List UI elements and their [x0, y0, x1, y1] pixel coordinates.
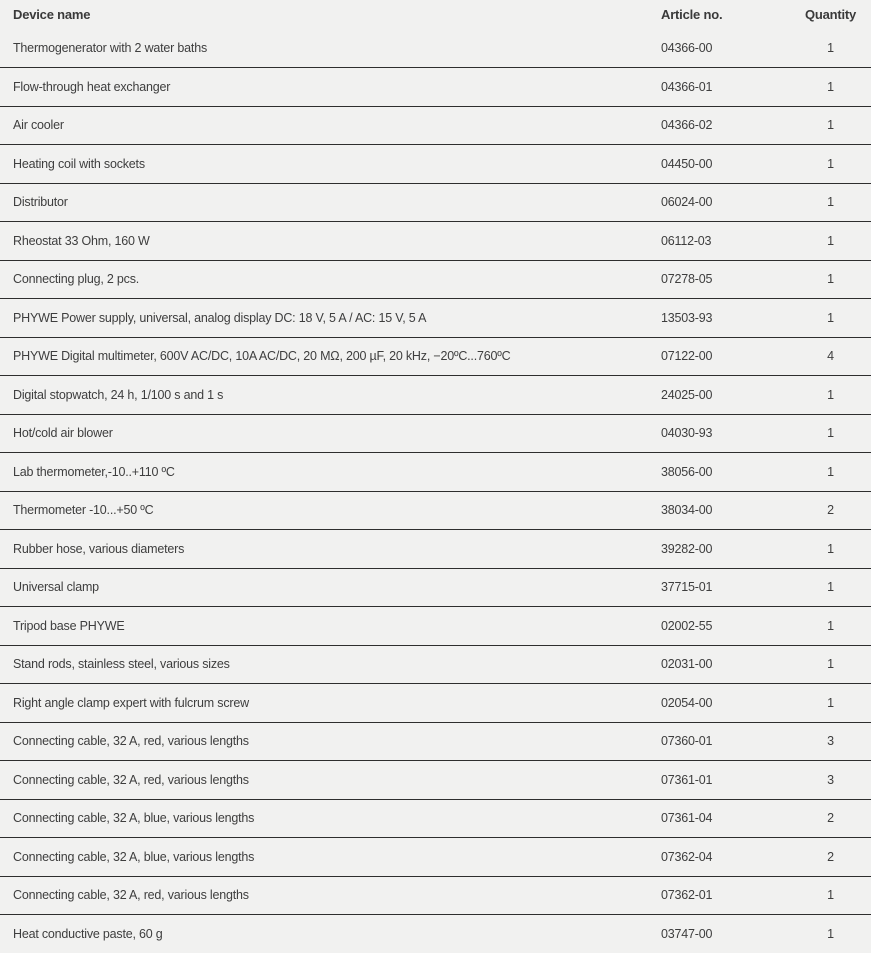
table-row	[0, 299, 871, 338]
table-row	[0, 607, 871, 646]
quantity-cell: 1	[827, 387, 834, 402]
device-name-cell: Universal clamp	[13, 580, 99, 595]
table-row	[0, 530, 871, 569]
device-name-cell: Stand rods, stainless steel, various sizes	[13, 657, 230, 672]
quantity-cell: 1	[827, 272, 834, 287]
table-row	[0, 645, 871, 684]
article-no-cell: 39282-00	[661, 541, 713, 556]
quantity-cell: 1	[827, 580, 834, 595]
quantity-cell: 2	[827, 811, 834, 826]
table-row	[0, 106, 871, 145]
quantity-cell: 1	[827, 118, 834, 133]
device-name-cell: Lab thermometer,-10..+110 ºC	[13, 464, 175, 479]
device-name-cell: Rheostat 33 Ohm, 160 W	[13, 233, 150, 248]
table-row	[0, 222, 871, 261]
quantity-cell: 1	[827, 927, 834, 941]
device-name-cell: Right angle clamp expert with fulcrum screw	[13, 695, 249, 710]
article-no-cell: 04450-00	[661, 156, 713, 171]
article-no-cell: 07362-01	[661, 888, 713, 903]
device-name-cell: PHYWE Digital multimeter, 600V AC/DC, 10A AC/DC, 20 MΩ, 200 µF, 20 kHz, −20ºC...760ºC	[13, 349, 511, 364]
article-no-cell: 07362-04	[661, 849, 713, 864]
table-row	[0, 68, 871, 107]
quantity-cell: 1	[827, 79, 834, 94]
quantity-cell: 1	[827, 888, 834, 903]
table-row	[0, 568, 871, 607]
article-no-cell: 03747-00	[661, 927, 713, 941]
table-header-row	[0, 0, 871, 29]
device-name-cell: Connecting plug, 2 pcs.	[13, 272, 140, 287]
article-no-cell: 04366-00	[661, 41, 713, 55]
article-no-cell: 07361-01	[661, 772, 713, 787]
article-no-cell: 37715-01	[661, 580, 713, 595]
article-no-cell: 06112-03	[661, 233, 712, 248]
device-name-cell: Digital stopwatch, 24 h, 1/100 s and 1 s	[13, 387, 224, 402]
table-row	[0, 183, 871, 222]
article-no-cell: 07122-00	[661, 349, 713, 364]
device-name-cell: Connecting cable, 32 A, red, various lengths	[13, 734, 249, 749]
table-row	[0, 915, 871, 953]
quantity-cell: 1	[827, 156, 834, 171]
device-name-cell: Thermogenerator with 2 water baths	[13, 41, 207, 55]
column-header-device-name: Device name	[13, 7, 91, 22]
quantity-cell: 2	[827, 503, 834, 518]
device-name-cell: Connecting cable, 32 A, red, various lengths	[13, 772, 249, 787]
article-no-cell: 02031-00	[661, 657, 713, 672]
table-row	[0, 453, 871, 492]
quantity-cell: 1	[827, 310, 834, 325]
table-row	[0, 761, 871, 800]
device-name-cell: Tripod base PHYWE	[13, 618, 125, 633]
table-row	[0, 145, 871, 184]
article-no-cell: 02054-00	[661, 695, 713, 710]
table-row	[0, 876, 871, 915]
article-no-cell: 04030-93	[661, 426, 713, 441]
device-name-cell: Distributor	[13, 195, 68, 210]
quantity-cell: 1	[827, 618, 834, 633]
device-name-cell: Rubber hose, various diameters	[13, 541, 185, 556]
article-no-cell: 07360-01	[661, 734, 713, 749]
column-header-quantity: Quantity	[804, 7, 857, 22]
quantity-cell: 2	[827, 849, 834, 864]
article-no-cell: 24025-00	[661, 387, 713, 402]
article-no-cell: 04366-02	[661, 118, 713, 133]
device-name-cell: Hot/cold air blower	[13, 426, 113, 441]
device-name-cell: Connecting cable, 32 A, blue, various lengths	[13, 849, 255, 864]
quantity-cell: 1	[827, 657, 834, 672]
article-no-cell: 13503-93	[661, 310, 713, 325]
device-name-cell: Thermometer -10...+50 ºC	[13, 503, 154, 518]
article-no-cell: 38034-00	[661, 503, 713, 518]
device-name-cell: Connecting cable, 32 A, red, various lengths	[13, 888, 249, 903]
equipment-table-body	[0, 29, 871, 953]
article-no-cell: 38056-00	[661, 464, 713, 479]
quantity-cell: 1	[827, 541, 834, 556]
table-row	[0, 838, 871, 877]
article-no-cell: 02002-55	[661, 618, 713, 633]
quantity-cell: 1	[827, 426, 834, 441]
device-name-cell: Heating coil with sockets	[13, 156, 145, 171]
article-no-cell: 06024-00	[661, 195, 713, 210]
device-name-cell: Air cooler	[13, 118, 64, 133]
quantity-cell: 1	[827, 195, 834, 210]
quantity-cell: 4	[827, 349, 834, 364]
device-name-cell: PHYWE Power supply, universal, analog display DC: 18 V, 5 A / AC: 15 V, 5 A	[13, 310, 427, 325]
quantity-cell: 3	[827, 734, 834, 749]
quantity-cell: 1	[827, 233, 834, 248]
table-row	[0, 414, 871, 453]
article-no-cell: 07278-05	[661, 272, 713, 287]
table-row	[0, 684, 871, 723]
table-row	[0, 376, 871, 415]
quantity-cell: 1	[827, 41, 834, 55]
table-row	[0, 491, 871, 530]
table-row	[0, 722, 871, 761]
device-name-cell: Connecting cable, 32 A, blue, various lengths	[13, 811, 255, 826]
table-row	[0, 799, 871, 838]
table-row	[0, 337, 871, 376]
quantity-cell: 1	[827, 464, 834, 479]
quantity-cell: 3	[827, 772, 834, 787]
device-name-cell: Flow-through heat exchanger	[13, 79, 171, 94]
device-name-cell: Heat conductive paste, 60 g	[13, 927, 163, 941]
column-header-article-no: Article no.	[661, 7, 723, 22]
table-row	[0, 29, 871, 68]
quantity-cell: 1	[827, 695, 834, 710]
article-no-cell: 07361-04	[661, 811, 713, 826]
table-row	[0, 260, 871, 299]
article-no-cell: 04366-01	[661, 79, 713, 94]
